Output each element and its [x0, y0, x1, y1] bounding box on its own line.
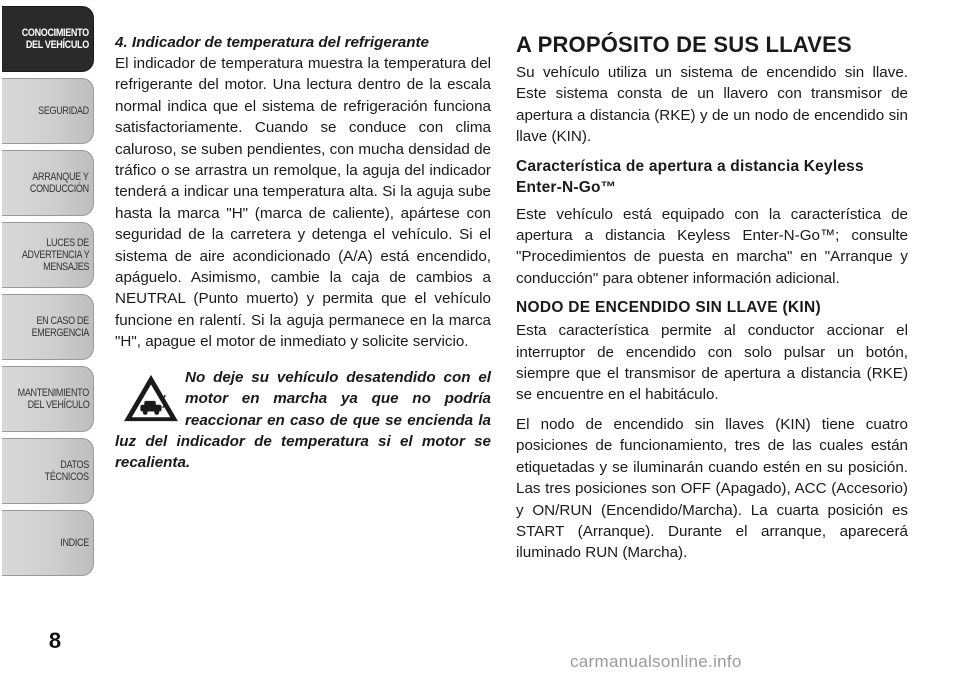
- tab-warning-lights[interactable]: [2, 222, 94, 288]
- tab-maintenance[interactable]: [2, 366, 94, 432]
- gauge-heading: 4. Indicador de temperatura del refrigerante: [115, 34, 429, 51]
- tab-label: DATOS: [60, 459, 89, 471]
- kin-body-1: Esta característica permite al conductor accionar el interruptor de encendido con solo pulsar un botón, siempre que el transmisor de apertura a distancia (RKE) se encuentre en el habitáculo.: [516, 322, 908, 404]
- keyless-subheading: Característica de apertura a distancia Keyless Enter-N-Go™: [516, 157, 864, 196]
- watermark: carmanualsonline.info: [570, 652, 742, 671]
- tab-label: LUCES DE: [46, 237, 89, 249]
- tab-label: INDICE: [60, 537, 89, 549]
- tab-technical-data[interactable]: [2, 438, 94, 504]
- warning-block: [115, 367, 491, 474]
- tab-label: MENSAJES: [43, 261, 89, 273]
- kin-heading: NODO DE ENCENDIDO SIN LLAVE (KIN): [516, 299, 821, 317]
- tab-index[interactable]: [2, 510, 94, 576]
- left-column: [115, 32, 491, 488]
- tab-label: EN CASO DE: [36, 315, 89, 327]
- tab-label: TÉCNICOS: [45, 471, 89, 483]
- tab-safety[interactable]: [2, 78, 94, 144]
- tab-label: EMERGENCIA: [31, 327, 89, 339]
- tab-label: DEL VEHÍCULO: [25, 39, 89, 51]
- tab-label: MANTENIMIENTO: [17, 387, 89, 399]
- chapter-sidebar: [0, 0, 98, 678]
- warning-triangle-icon: [121, 373, 181, 423]
- tab-emergency[interactable]: [2, 294, 94, 360]
- tab-start-driving[interactable]: [2, 150, 94, 216]
- keyless-body: Este vehículo está equipado con la característica de apertura a distancia Keyless Enter-N-Go™; consulte "Procedimientos de puesta en marcha" en "Arranque y conducción" para obtener información adicional.: [516, 205, 908, 287]
- right-column: [516, 32, 908, 572]
- tab-label: ARRANQUE Y: [32, 171, 89, 183]
- tab-knowledge[interactable]: [2, 6, 94, 72]
- tab-label: CONDUCCIÓN: [30, 183, 89, 195]
- tab-label: DEL VEHÍCULO: [27, 399, 89, 411]
- gauge-body: El indicador de temperatura muestra la temperatura del refrigerante del motor. Una lectura dentro de la escala normal indica que el sistema de refrigeración funciona satisfactoriamente. Cuando se conduce con clima caluroso, se suben pendientes, con mucha densidad de tráfico o se arrastra un remolque, la aguja del indicador tenderá a indicar una temperatura alta. Si la aguja sube hasta la marca "H" (marca de caliente), apártese con seguridad de la carretera y detenga el vehículo. Si el sistema de aire acondicionado (A/A) está encendido, apáguelo. Asimismo, cambie la caja de cambios a NEUTRAL (Punto muerto) y permita que el vehículo funcione en ralentí. Si la aguja permanece en la marca "H", apague el motor de inmediato y solicite servicio.: [115, 55, 491, 351]
- tab-label: ADVERTENCIA Y: [21, 249, 89, 261]
- keys-intro: Su vehículo utiliza un sistema de encendido sin llave. Este sistema consta de un llavero con transmisor de apertura a distancia (RKE) y de un nodo de encendido sin llave (KIN).: [516, 64, 908, 146]
- section-title: A PROPÓSITO DE SUS LLAVES: [516, 32, 852, 57]
- tab-label: CONOCIMIENTO: [21, 27, 89, 39]
- tab-label: SEGURIDAD: [38, 105, 89, 117]
- page-number: 8: [48, 628, 62, 653]
- kin-body-2: El nodo de encendido sin llaves (KIN) tiene cuatro posiciones de funcionamiento, tres de las cuales están etiquetadas y se iluminarán cuando estén en su posición. Las tres posiciones son OFF (Apagado), ACC (Accesorio) y ON/RUN (Encendido/Marcha). La cuarta posición es START (Arranque). Durante el arranque, aparecerá iluminado RUN (Marcha).: [516, 415, 908, 562]
- warning-text: No deje su vehículo desatendido con el motor en marcha ya que no podría reaccionar en caso de que se encienda la luz del indicador de temperatura si el motor se recalienta.: [115, 368, 491, 472]
